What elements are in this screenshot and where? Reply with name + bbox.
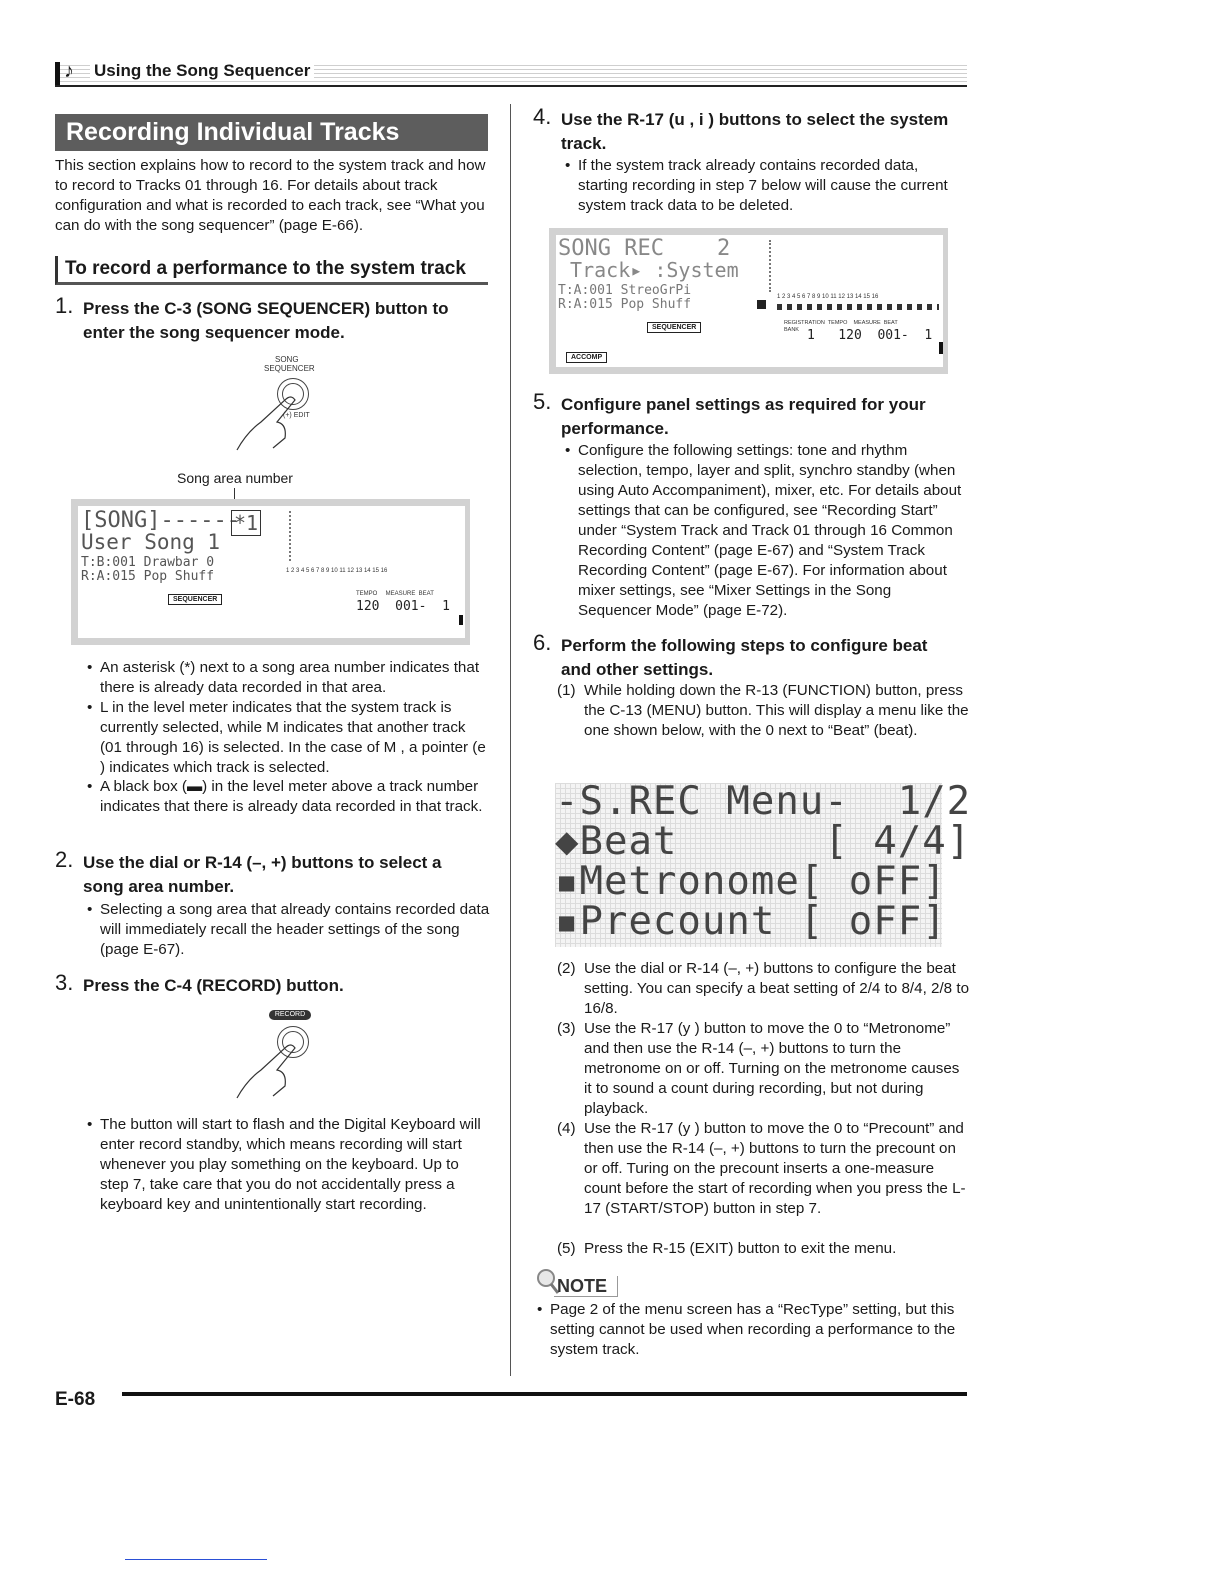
sub-step-4-text: Use the R-17 (y ) button to move the 0 to “Precount” and then use the R-14 (–, +) buttons to turn the precount on or off. Turing on the precount inserts a one-measure count before the start of recording when you press the L-17 (START/STOP) button in step 7.	[584, 1120, 966, 1217]
step-1-number: 1.	[55, 293, 74, 318]
sub-step-5-text: Press the R-15 (EXIT) button to exit the menu.	[584, 1240, 897, 1257]
lcd2-cursor	[939, 342, 943, 354]
lcd2-line4: R:A:015 Pop Shuff	[558, 297, 692, 312]
lcd2-track-numbers: 1 2 3 4 5 6 7 8 9 10 11 12 13 14 15 16	[777, 294, 879, 300]
sub-step-4	[557, 1119, 970, 1219]
sub-step-3-text: Use the R-17 (y ) button to move the 0 to “Metronome” and then use the R-14 (–, +) buttons to turn the metronome on or off. Turning on the metronome causes it to sound a count during recording, but not during playback.	[584, 1020, 960, 1117]
lcd1-track-numbers: 1 2 3 4 5 6 7 8 9 10 11 12 13 14 15 16	[286, 568, 388, 574]
step-3-number: 3.	[55, 970, 74, 995]
step-1	[55, 293, 483, 345]
step-6-text: Perform the following steps to configure beat and other settings.	[561, 636, 928, 679]
lcd1-labels: TEMPO MEASURE BEAT	[356, 591, 434, 597]
intro-paragraph: This section explains how to record to the system track and how to record to Tracks 01 through 16. For details about track configuration and what is recorded to each track, see “What you can do with the song sequencer” (page E-66).	[55, 157, 486, 234]
lcd1-line1: [SONG]------	[81, 508, 240, 533]
sub-step-1-text: While holding down the R-13 (FUNCTION) button, press the C-13 (MENU) button. This will display a menu like the one shown below, with the 0 next to “Beat” (beat).	[584, 682, 969, 739]
music-note-icon: ♪	[64, 60, 74, 82]
note-label: NOTE	[554, 1276, 618, 1297]
note-text: • Page 2 of the menu screen has a “RecType” setting, but this setting cannot be used when recording a performance to the system track.	[550, 1300, 970, 1360]
step-3-text: Press the C-4 (RECORD) button.	[83, 976, 344, 995]
bullet-asterisk: • An asterisk (*) next to a song area number indicates that there is already data recorded in that area.	[100, 658, 490, 698]
system-track-box	[757, 300, 766, 309]
song-sequencer-button-figure	[225, 352, 345, 452]
lcd1-cursor	[459, 615, 463, 625]
lcd2-sequencer-badge: SEQUENCER	[647, 322, 701, 333]
lcd1-song-area: *1	[231, 510, 261, 536]
sub-step-1-number: (1)	[557, 682, 576, 699]
blue-underline	[125, 1559, 267, 1560]
header-title: Using the Song Sequencer	[90, 61, 314, 81]
lcd2-values: 1 120 001- 1	[807, 328, 933, 343]
step-4	[533, 104, 961, 156]
sub-step-3-number: (3)	[557, 1020, 576, 1037]
step-6-number: 6.	[533, 630, 552, 655]
step-5-number: 5.	[533, 389, 552, 414]
menu-line-metronome: ▪Metronome[ oFF]	[555, 859, 947, 904]
bullet-song-area: • Selecting a song area that already contains recorded data will immediately recall the header settings of the song (page E-67).	[100, 900, 490, 960]
step-3	[55, 970, 483, 998]
lcd2-accomp-badge: ACCOMP	[566, 352, 607, 363]
lcd1-values: 120 001- 1	[356, 599, 450, 614]
lcd-display-song-rec	[549, 228, 948, 374]
song-area-label: Song area number	[177, 470, 293, 486]
lcd2-bank: BANK	[784, 327, 799, 333]
step-4-text: Use the R-17 (u , i ) buttons to select the system track.	[561, 110, 949, 153]
bullet-record-standby: • The button will start to flash and the Digital Keyboard will enter record standby, which means recording will start whenever you play something on the keyboard. Up to step 7, take care that you do not accidentally press a keyboard key and unintentionally start recording.	[100, 1115, 490, 1215]
bullet-system-track-delete: • If the system track already contains recorded data, starting recording in step 7 below will cause the current system track data to be deleted.	[578, 156, 968, 216]
section-title: Recording Individual Tracks	[55, 114, 488, 151]
header-rule	[55, 85, 967, 87]
level-meter	[769, 240, 773, 292]
sub-step-1	[557, 681, 970, 741]
note-heading	[534, 1267, 616, 1297]
header-marker	[55, 62, 60, 86]
sub-step-2-text: Use the dial or R-14 (–, +) buttons to configure the beat setting. You can specify a beat setting of 2/4 to 8/4, 2/8 to 16/8.	[584, 960, 970, 1017]
step-2-number: 2.	[55, 847, 74, 872]
bullet-panel-settings: • Configure the following settings: tone and rhythm selection, tempo, layer and split, synchro standby (when using Auto Accompaniment), mixer, etc. For details about settings that can be configured, see “Recording Start” under “System Track and Track 01 through 16 Common Recording Content” (page E-67) and “System Track Recording Content” (page E-67). For information about mixer settings, see “Mixer Settings in the Song Sequencer Mode” (page E-72).	[578, 441, 968, 621]
step-2	[55, 847, 483, 899]
lcd1-line4: R:A:015 Pop Shuff	[81, 569, 215, 584]
bullet-black-box: • A black box (▬) in the level meter above a track number indicates that there is already data recorded in that track.	[100, 777, 490, 817]
fig1-label-bottom: SEQUENCER	[264, 364, 315, 373]
lcd2-line3: T:A:001 StreoGrPi	[558, 283, 692, 298]
menu-line-precount: ▪Precount [ oFF]	[555, 899, 947, 944]
lcd1-line2: User Song 1	[81, 530, 221, 554]
record-button-figure	[225, 1008, 345, 1100]
step-6	[533, 630, 961, 682]
lcd2-line2: Track▸ :System	[558, 258, 739, 282]
menu-line-beat: ◆Beat [ 4/4]	[555, 819, 972, 864]
step-5-text: Configure panel settings as required for your performance.	[561, 395, 926, 438]
lcd2-labels: REGISTRATION TEMPO MEASURE BEAT	[784, 320, 898, 326]
menu-lcd-display	[555, 779, 972, 947]
sub-step-4-number: (4)	[557, 1120, 576, 1137]
sub-step-2-number: (2)	[557, 960, 576, 977]
lcd2-line1: SONG REC 2	[558, 236, 731, 261]
fig1-edit: (+) EDIT	[283, 412, 310, 419]
bullet-level-meter: • L in the level meter indicates that the system track is currently selected, while M indicates that another track (01 through 16) is selected. In the case of M , a pointer (e ) indicates which track is selected.	[100, 698, 490, 778]
footer-rule	[122, 1392, 967, 1396]
sub-step-2	[557, 959, 970, 1019]
step-5	[533, 389, 961, 441]
page-number: E-68	[55, 1389, 96, 1410]
menu-line-title: -S.REC Menu- 1/2	[555, 779, 972, 824]
lcd-display-song	[71, 499, 470, 645]
step-2-text: Use the dial or R-14 (–, +) buttons to select a song area number.	[83, 853, 442, 896]
lcd1-sequencer-badge: SEQUENCER	[168, 594, 222, 605]
sub-step-5-number: (5)	[557, 1240, 576, 1257]
track-pointers	[777, 304, 939, 310]
step-1-text: Press the C-3 (SONG SEQUENCER) button to enter the song sequencer mode.	[83, 299, 449, 342]
record-label: RECORD	[269, 1010, 311, 1020]
hand-icon	[225, 1030, 345, 1100]
lcd1-line3: T:B:001 Drawbar 0	[81, 555, 215, 570]
fig1-label-top: SONG	[275, 355, 299, 364]
column-divider	[510, 104, 511, 1376]
sub-step-3	[557, 1019, 970, 1119]
sub-heading: To record a performance to the system track	[55, 256, 488, 285]
hand-icon	[225, 382, 345, 452]
step-4-number: 4.	[533, 104, 552, 129]
level-meter	[289, 511, 293, 561]
sub-step-5	[557, 1239, 970, 1259]
